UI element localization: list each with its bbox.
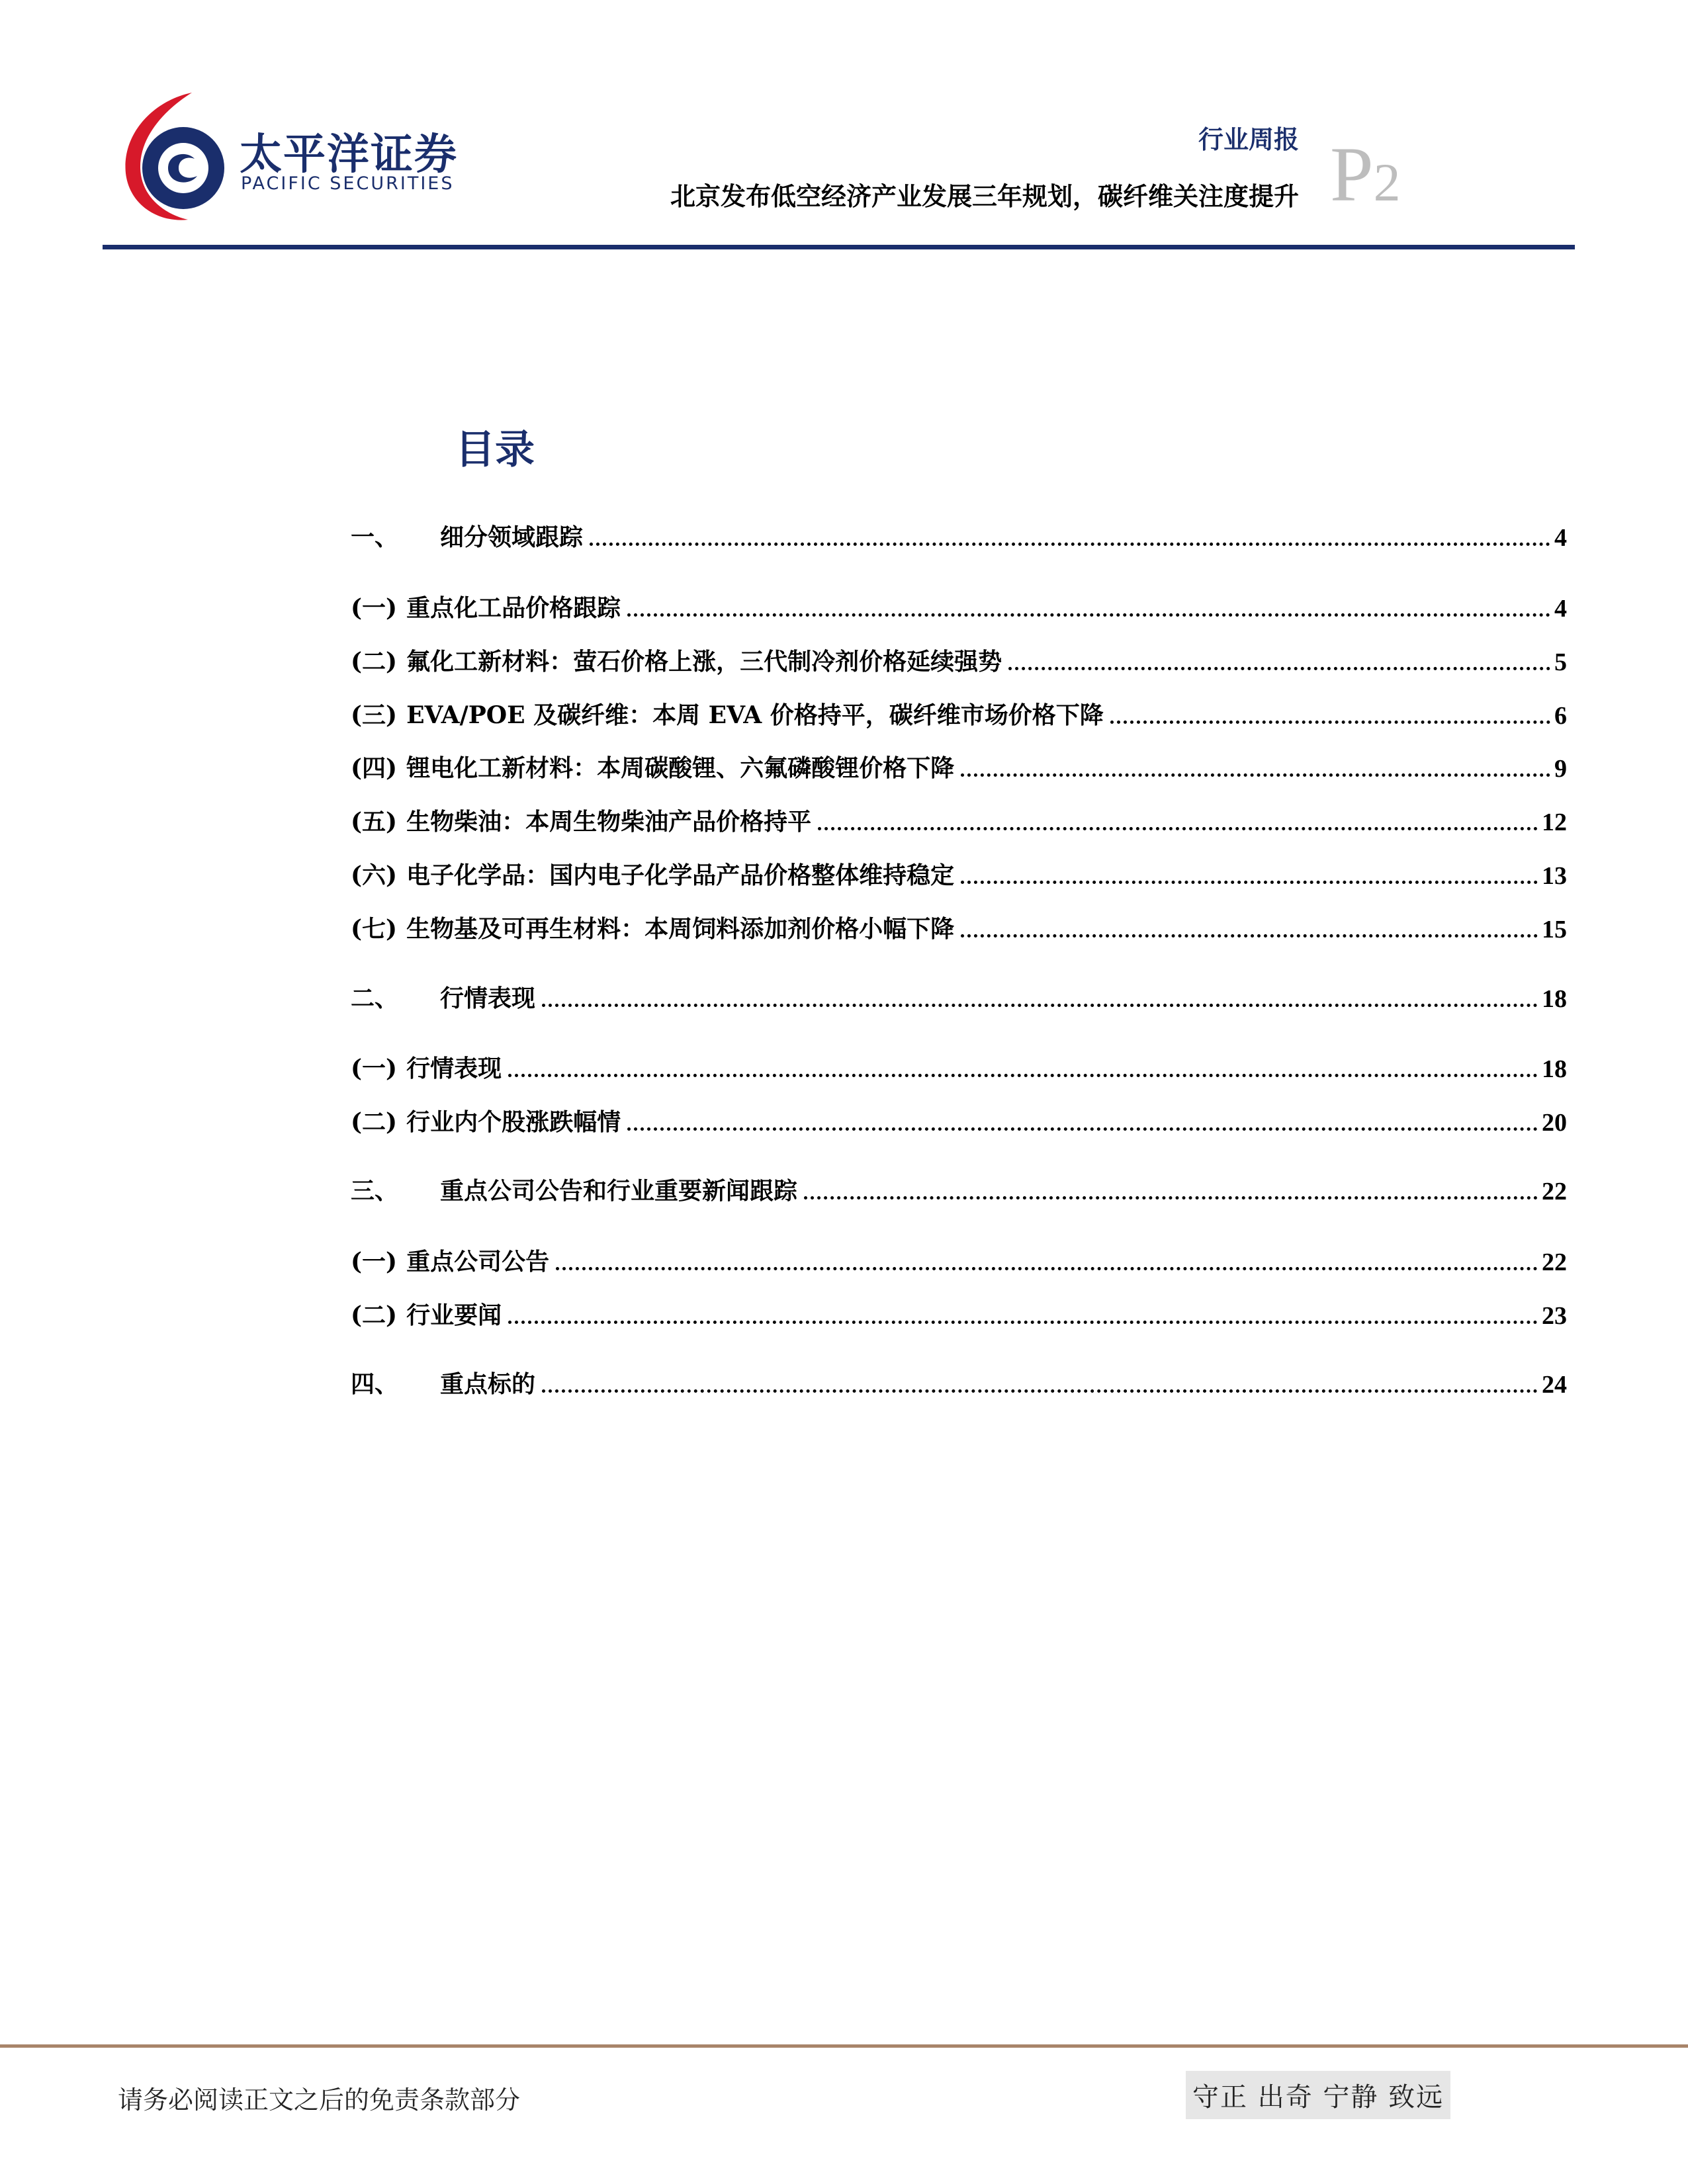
toc-entry[interactable] xyxy=(351,1366,1567,1399)
logo-chinese-name: 太平洋证券 xyxy=(240,130,458,179)
toc-entry-label: 重点公司公告和行业重要新闻跟踪 xyxy=(440,1177,798,1205)
toc-entry-label: 行业要闻 xyxy=(406,1301,502,1329)
toc-title: 目录 xyxy=(455,427,535,473)
toc-entry-label: 生物柴油：本周生物柴油产品价格持平 xyxy=(406,808,812,836)
toc-dot-leader xyxy=(508,1074,1538,1077)
toc-dot-leader xyxy=(961,881,1538,884)
page-number xyxy=(1330,131,1401,218)
toc-entry-number: (二) xyxy=(351,1301,398,1329)
toc-entry-page: 20 xyxy=(1542,1109,1567,1137)
toc-dot-leader xyxy=(818,827,1538,830)
toc-entry[interactable] xyxy=(351,1297,1567,1331)
header-divider xyxy=(103,245,1575,249)
toc-entry-label: EVA/POE 及碳纤维：本周 EVA 价格持平，碳纤维市场价格下降 xyxy=(406,701,1104,729)
toc-entry-label: 细分领域跟踪 xyxy=(440,523,584,551)
toc-entry-number: (二) xyxy=(351,1108,398,1136)
toc-entry[interactable] xyxy=(351,519,1567,552)
toc-entry-number: (一) xyxy=(351,1248,398,1276)
toc-dot-leader xyxy=(542,1389,1538,1393)
footer-motto: 守正 出奇 宁静 致远 xyxy=(1186,2071,1450,2119)
toc-entry-label: 重点化工品价格跟踪 xyxy=(406,594,621,622)
toc-dot-leader xyxy=(1110,721,1550,724)
toc-entry-page: 13 xyxy=(1542,862,1567,890)
toc-entry-label: 重点公司公告 xyxy=(406,1248,550,1276)
toc-dot-leader xyxy=(961,934,1538,938)
toc-entry-number: 二、 xyxy=(351,984,399,1012)
toc-entry[interactable] xyxy=(351,857,1567,891)
toc-entry[interactable] xyxy=(351,1173,1567,1206)
toc-entry-label: 锂电化工新材料：本周碳酸锂、六氟磷酸锂价格下降 xyxy=(406,754,955,782)
toc-dot-leader xyxy=(627,1127,1538,1131)
toc-entry[interactable] xyxy=(351,1104,1567,1137)
toc-entry-label: 行情表现 xyxy=(406,1055,502,1082)
toc-entry-number: (六) xyxy=(351,861,398,889)
toc-entry-page: 6 xyxy=(1554,702,1567,730)
page-number-value: 2 xyxy=(1373,152,1401,212)
toc-dot-leader xyxy=(508,1321,1538,1324)
company-logo xyxy=(114,87,458,226)
toc-dot-leader xyxy=(542,1004,1538,1007)
toc-entry-number: 四、 xyxy=(351,1370,399,1398)
toc-entry-label: 氟化工新材料：萤石价格上涨，三代制冷剂价格延续强势 xyxy=(406,648,1002,676)
toc-entry[interactable] xyxy=(351,804,1567,837)
toc-entry-number: (一) xyxy=(351,1055,398,1082)
footer-divider xyxy=(0,2044,1688,2048)
toc-dot-leader xyxy=(804,1196,1538,1200)
toc-entry-number: (五) xyxy=(351,808,398,836)
toc-entry[interactable] xyxy=(351,644,1567,677)
toc-entry[interactable] xyxy=(351,1244,1567,1277)
toc-entry-page: 22 xyxy=(1542,1248,1567,1276)
toc-entry-label: 重点标的 xyxy=(440,1370,536,1398)
toc-dot-leader xyxy=(627,613,1550,617)
toc-entry-page: 9 xyxy=(1554,755,1567,783)
toc-entry-page: 23 xyxy=(1542,1302,1567,1330)
toc-entry[interactable] xyxy=(351,697,1567,730)
footer-disclaimer: 请务必阅读正文之后的免责条款部分 xyxy=(118,2085,521,2115)
page-prefix: P xyxy=(1330,131,1374,218)
toc-entry-label: 行业内个股涨跌幅情 xyxy=(406,1108,621,1136)
toc-entry-number: (七) xyxy=(351,915,398,943)
toc-entry-page: 15 xyxy=(1542,916,1567,943)
toc-entry[interactable] xyxy=(351,1051,1567,1084)
toc-entry-page: 4 xyxy=(1554,524,1567,552)
report-type: 行业周报 xyxy=(1198,124,1299,154)
toc-dot-leader xyxy=(556,1267,1538,1270)
toc-entry[interactable] xyxy=(351,981,1567,1014)
toc-entry-page: 18 xyxy=(1542,985,1567,1013)
toc-entry[interactable] xyxy=(351,750,1567,783)
pacific-securities-logo-icon xyxy=(114,87,240,226)
toc-entry-page: 18 xyxy=(1542,1055,1567,1083)
toc-entry-number: 三、 xyxy=(351,1177,399,1205)
toc-entry-label: 电子化学品：国内电子化学品产品价格整体维持稳定 xyxy=(406,861,955,889)
toc-entry-page: 22 xyxy=(1542,1178,1567,1205)
toc-entry[interactable] xyxy=(351,911,1567,944)
toc-entry-number: (三) xyxy=(351,701,398,729)
toc-entry-page: 12 xyxy=(1542,808,1567,836)
toc-entry-page: 5 xyxy=(1554,648,1567,676)
toc-dot-leader xyxy=(961,773,1550,777)
logo-english-name: PACIFIC SECURITIES xyxy=(241,173,455,194)
toc-entry-number: 一、 xyxy=(351,523,399,551)
toc-entry[interactable] xyxy=(351,590,1567,623)
toc-dot-leader xyxy=(1008,667,1550,670)
toc-entry-number: (一) xyxy=(351,594,398,622)
toc-entry-label: 生物基及可再生材料：本周饲料添加剂价格小幅下降 xyxy=(406,915,955,943)
toc-entry-number: (二) xyxy=(351,648,398,676)
report-title: 北京发布低空经济产业发展三年规划，碳纤维关注度提升 xyxy=(670,181,1299,211)
toc-entry-label: 行情表现 xyxy=(440,984,536,1012)
toc-entry-page: 4 xyxy=(1554,595,1567,623)
toc-entry-number: (四) xyxy=(351,754,398,782)
toc-dot-leader xyxy=(590,543,1550,546)
toc-entry-page: 24 xyxy=(1542,1371,1567,1399)
